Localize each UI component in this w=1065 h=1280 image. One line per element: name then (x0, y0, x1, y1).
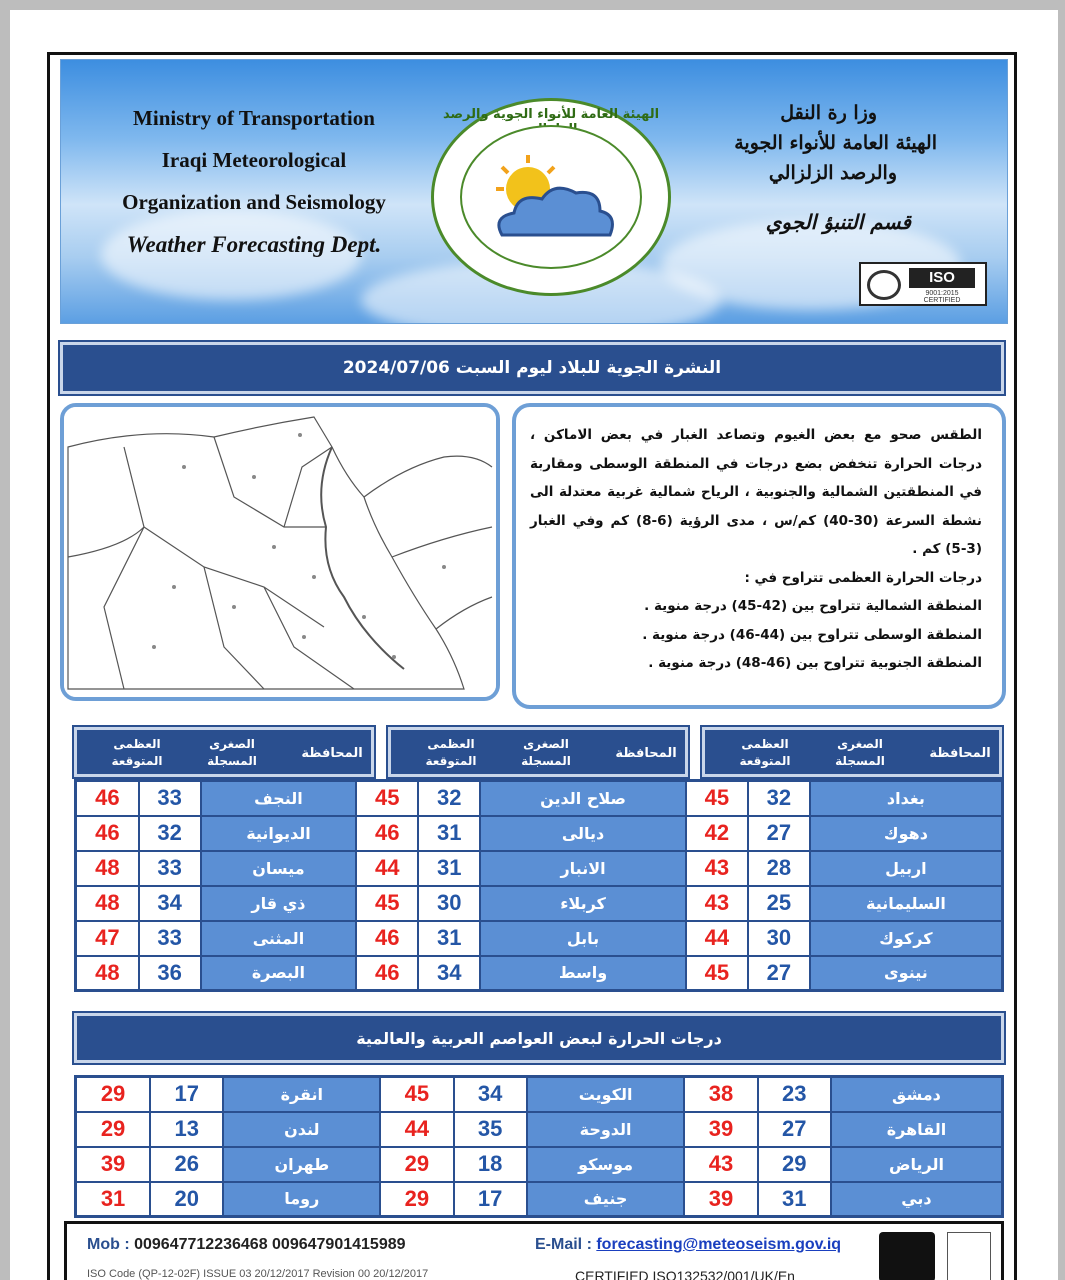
city-name-cell: كربلاء (480, 886, 686, 921)
table-row (76, 1182, 1003, 1217)
min-temp-cell: 20 (150, 1182, 223, 1217)
south-region-range: المنطقة الجنوبية تتراوح بين (46-48) درجة منوية . (648, 655, 982, 671)
min-temp-cell: 17 (454, 1182, 527, 1217)
min-temp-cell: 17 (150, 1077, 223, 1112)
city-name-cell: دهوك (810, 816, 1003, 851)
max-temp-cell: 45 (686, 781, 748, 816)
max-temp-cell: 31 (76, 1182, 151, 1217)
city-name-cell: ميسان (201, 851, 357, 886)
map-icon (64, 407, 496, 697)
mob-label: Mob : (87, 1236, 130, 1253)
city-name-cell: لندن (223, 1112, 380, 1147)
max-temp-cell: 46 (356, 956, 418, 991)
email-link[interactable]: forecasting@meteoseism.gov.iq (596, 1236, 842, 1253)
min-temp-cell: 30 (418, 886, 480, 921)
capitals-table (74, 1075, 1004, 1218)
city-name-cell: ديالى (480, 816, 686, 851)
footer-logo-icon (879, 1232, 935, 1280)
sun-cloud-icon (462, 127, 644, 271)
org-name-en-1: Iraqi Meteorological (161, 148, 347, 172)
min-temp-cell: 35 (454, 1112, 527, 1147)
forecast-paragraph: الطقس صحو مع بعض الغيوم وتصاعد الغبار في بعض الاماكن ، درجات الحرارة تنخفض بضع درجات في المنطقة الوسطى ومقاربة في المنطقتين الشمالية والجنوبية ، الرياح شمالية غربية معتدلة الى نشطة السرعة (30-40) كم/س ، مدى الرؤية (6-8) كم وفي الغبار (3-5) كم . (530, 427, 982, 557)
max-temp-cell: 39 (76, 1147, 151, 1182)
header-min-1: الصغرى (209, 737, 255, 751)
min-temp-cell: 32 (139, 816, 201, 851)
max-temp-cell: 46 (356, 921, 418, 956)
table-header-group-left (74, 727, 374, 777)
iso-sub-label: 9001:2015 CERTIFIED (923, 290, 961, 304)
max-temp-cell: 48 (76, 956, 139, 991)
mob-value: 009647712236468 009647901415989 (134, 1236, 406, 1253)
min-temp-cell: 36 (139, 956, 201, 991)
max-temp-cell: 48 (76, 886, 139, 921)
min-temp-cell: 33 (139, 851, 201, 886)
dept-name-ar: قسم التنبؤ الجوي (765, 210, 911, 234)
min-temp-cell: 31 (418, 851, 480, 886)
max-temp-cell: 46 (76, 781, 139, 816)
iso-certified-badge (859, 262, 987, 306)
max-temp-cell: 44 (686, 921, 748, 956)
cert-line: CERTIFIED ISO132532/001/UK/En (575, 1268, 795, 1280)
max-temp-cell: 47 (76, 921, 139, 956)
table-row (76, 1112, 1003, 1147)
capitals-title-bar (74, 1013, 1004, 1063)
city-name-cell: واسط (480, 956, 686, 991)
max-temp-cell: 29 (380, 1147, 453, 1182)
table-row (76, 851, 1003, 886)
max-temp-cell: 39 (684, 1112, 757, 1147)
min-temp-cell: 34 (418, 956, 480, 991)
header-max-1: العظمى (741, 737, 789, 751)
city-name-cell: بابل (480, 921, 686, 956)
max-temp-cell: 46 (76, 816, 139, 851)
ministry-name-ar: وزا رة النقل (780, 102, 877, 124)
max-temp-cell: 38 (684, 1077, 757, 1112)
max-temp-cell: 44 (380, 1112, 453, 1147)
header-max-1: العظمى (113, 737, 161, 751)
min-temp-cell: 32 (418, 781, 480, 816)
max-temp-cell: 43 (686, 886, 748, 921)
header-min-1: الصغرى (523, 737, 569, 751)
min-temp-cell: 34 (139, 886, 201, 921)
table-header-group-right (702, 727, 1002, 777)
city-name-cell: بغداد (810, 781, 1003, 816)
header-max-1: العظمى (427, 737, 475, 751)
dept-name-en: Weather Forecasting Dept. (126, 232, 382, 257)
header-min-2: المسجلة (207, 754, 257, 768)
city-name-cell: السليمانية (810, 886, 1003, 921)
min-temp-cell: 34 (454, 1077, 527, 1112)
table-row (76, 1147, 1003, 1182)
min-temp-cell: 33 (139, 921, 201, 956)
header-min-1: الصغرى (837, 737, 883, 751)
min-temp-cell: 29 (758, 1147, 831, 1182)
max-temp-cell: 46 (356, 816, 418, 851)
header-province: المحافظة (929, 746, 991, 761)
max-temp-cell: 39 (684, 1182, 757, 1217)
ukas-logo-icon (947, 1232, 991, 1280)
city-name-cell: طهران (223, 1147, 380, 1182)
header-banner (60, 59, 1008, 324)
city-name-cell: اربيل (810, 851, 1003, 886)
city-name-cell: الرياض (831, 1147, 1003, 1182)
table-row (76, 921, 1003, 956)
header-province: المحافظة (615, 746, 677, 761)
ministry-name-en: Ministry of Transportation (133, 106, 375, 130)
min-temp-cell: 28 (748, 851, 810, 886)
city-name-cell: موسكو (527, 1147, 685, 1182)
table-header-group-middle (388, 727, 688, 777)
city-name-cell: كركوك (810, 921, 1003, 956)
city-name-cell: الكويت (527, 1077, 685, 1112)
iso-code-line: ISO Code (QP-12-02F) ISSUE 03 20/12/2017 Revision 00 20/12/2017 (87, 1268, 429, 1280)
organization-logo (431, 98, 671, 296)
north-region-range: المنطقة الشمالية تتراوح بين (42-45) درجة منوية . (644, 598, 982, 614)
header-min-2: المسجلة (521, 754, 571, 768)
city-name-cell: القاهرة (831, 1112, 1003, 1147)
city-name-cell: دمشق (831, 1077, 1003, 1112)
table-row (76, 816, 1003, 851)
city-name-cell: ذي قار (201, 886, 357, 921)
min-temp-cell: 23 (758, 1077, 831, 1112)
city-name-cell: جنيف (527, 1182, 685, 1217)
min-temp-cell: 33 (139, 781, 201, 816)
max-temp-cell: 29 (76, 1112, 151, 1147)
capitals-title: درجات الحرارة لبعض العواصم العربية والعالمية (356, 1028, 722, 1048)
contact-footer (64, 1221, 1004, 1280)
max-temp-cell: 45 (380, 1077, 453, 1112)
checkmark-icon (867, 270, 901, 300)
max-temp-cell: 29 (76, 1077, 151, 1112)
forecast-text-box (512, 403, 1006, 709)
max-temp-cell: 45 (356, 781, 418, 816)
mobile-numbers (87, 1236, 406, 1254)
city-name-cell: المثنى (201, 921, 357, 956)
org-name-ar-2: والرصد الزلزالي (768, 162, 897, 184)
org-name-en-2: Organization and Seismology (122, 190, 386, 214)
max-temp-cell: 42 (686, 816, 748, 851)
max-temp-cell: 44 (356, 851, 418, 886)
city-name-cell: الدوحة (527, 1112, 685, 1147)
header-max-2: المتوقعة (739, 754, 791, 768)
max-temp-cell: 29 (380, 1182, 453, 1217)
city-name-cell: انقرة (223, 1077, 380, 1112)
city-name-cell: دبي (831, 1182, 1003, 1217)
min-temp-cell: 31 (758, 1182, 831, 1217)
max-temp-cell: 43 (686, 851, 748, 886)
min-temp-cell: 18 (454, 1147, 527, 1182)
header-max-2: المتوقعة (111, 754, 163, 768)
max-temp-cell: 45 (356, 886, 418, 921)
min-temp-cell: 31 (418, 816, 480, 851)
email-label: E-Mail : (535, 1236, 592, 1253)
header-province: المحافظة (301, 746, 363, 761)
min-temp-cell: 27 (748, 956, 810, 991)
min-temp-cell: 13 (150, 1112, 223, 1147)
middle-region-range: المنطقة الوسطى تتراوح بين (44-46) درجة منوية . (642, 626, 982, 643)
logo-ring-text: الهيئة العامة للأنواء الجوية والرصد (442, 107, 660, 122)
city-name-cell: الانبار (480, 851, 686, 886)
provinces-table (74, 779, 1004, 992)
min-temp-cell: 27 (748, 816, 810, 851)
city-name-cell: الديوانية (201, 816, 357, 851)
bulletin-title: النشرة الجوية للبلاد ليوم السبت 2024/07/06 (342, 358, 722, 378)
iso-label: ISO (909, 268, 975, 288)
header-max-2: المتوقعة (425, 754, 477, 768)
min-temp-cell: 32 (748, 781, 810, 816)
city-name-cell: النجف (201, 781, 357, 816)
org-name-ar-1: الهيئة العامة للأنواء الجوية (734, 132, 937, 154)
table-row (76, 781, 1003, 816)
min-temp-cell: 27 (758, 1112, 831, 1147)
email-line (535, 1236, 841, 1254)
bulletin-frame (47, 52, 1017, 1280)
min-temp-cell: 30 (748, 921, 810, 956)
city-name-cell: صلاح الدين (480, 781, 686, 816)
min-temp-cell: 31 (418, 921, 480, 956)
min-temp-cell: 25 (748, 886, 810, 921)
bulletin-title-bar (60, 342, 1004, 394)
max-temp-cell: 48 (76, 851, 139, 886)
min-temp-cell: 26 (150, 1147, 223, 1182)
table-row (76, 956, 1003, 991)
header-min-2: المسجلة (835, 754, 885, 768)
city-name-cell: البصرة (201, 956, 357, 991)
max-temp-intro: درجات الحرارة العظمى تتراوح في : (744, 569, 982, 586)
table-row (76, 886, 1003, 921)
iraq-map (60, 403, 500, 701)
city-name-cell: روما (223, 1182, 380, 1217)
max-temp-cell: 45 (686, 956, 748, 991)
table-row (76, 1077, 1003, 1112)
city-name-cell: نينوى (810, 956, 1003, 991)
max-temp-cell: 43 (684, 1147, 757, 1182)
